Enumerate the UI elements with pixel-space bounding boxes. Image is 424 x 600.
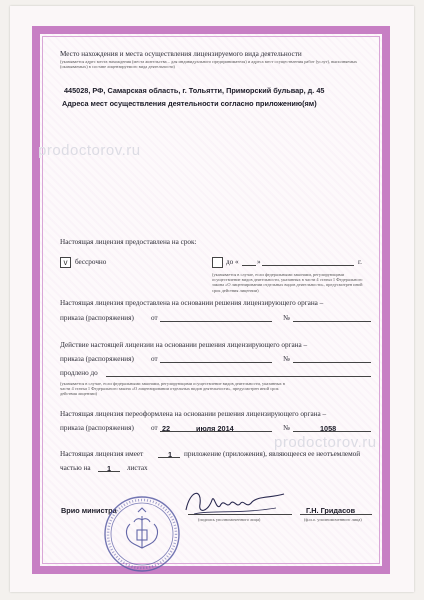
signatory-position: Врио министра (61, 506, 117, 515)
watermark-bottom: prodoctorov.ru (274, 434, 377, 451)
validity-extended: продлено до (60, 369, 98, 377)
validity-date-line (160, 362, 272, 363)
official-seal (102, 494, 182, 574)
reissue-number-sign: № (283, 424, 290, 432)
decision-number-line (293, 321, 371, 322)
decision-basis: Настоящая лицензия предоставлена на основании решения лицензирующего органа – (60, 299, 324, 307)
appendix-count-line (158, 457, 180, 458)
watermark-top: prodoctorov.ru (38, 142, 141, 159)
validity-order-label: приказа (распоряжения) (60, 355, 134, 363)
appendix-text-before: Настоящая лицензия имеет (60, 450, 144, 458)
license-sheet (10, 6, 414, 592)
until-checkbox[interactable] (212, 257, 223, 268)
until-month-line (262, 265, 354, 266)
appendix-text-after: приложение (приложения), являющееся ее неотъемлемой (184, 450, 361, 458)
reissue-day: 22 (162, 424, 171, 433)
decision-from: от (151, 314, 158, 322)
until-mid: » (257, 258, 261, 266)
validity-extended-line (106, 376, 371, 377)
reissue-date-line (160, 431, 272, 432)
appendix-sheets-label: листах (127, 464, 148, 472)
validity-number-line (293, 362, 371, 363)
reissue-text: Настоящая лицензия переоформлена на основании решения лицензирующего органа – (60, 410, 327, 418)
signature-caption: (подпись уполномоченного лица) (198, 517, 261, 522)
address-line-1: 445028, РФ, Самарская область, г. Тольятти, Приморский бульвар, д. 45 (64, 86, 325, 95)
reissue-from: от (151, 424, 158, 432)
validity-number-sign: № (283, 355, 290, 363)
validity-from: от (151, 355, 158, 363)
header-title: Место нахождения и места осуществления лицензируемого вида деятельности (60, 50, 302, 58)
reissue-order-label: приказа (распоряжения) (60, 424, 134, 432)
reissue-number-line (293, 431, 371, 432)
handwritten-signature (180, 484, 290, 520)
decision-order-label: приказа (распоряжения) (60, 314, 134, 322)
address-line-2: Адреса мест осуществления деятельности согласно приложению(ям) (62, 99, 317, 108)
decision-number-sign: № (283, 314, 290, 322)
indefinite-label: бессрочно (75, 258, 107, 266)
header-subtitle: (указывается адрес места нахождения (места жительства – для индивидуального предпринимателя) и адреса мест осуществления работ (услуг), выполняемых (оказываемых) в составе лицензируемого вида деятельности) (60, 59, 358, 70)
until-year-suffix: г. (358, 258, 362, 266)
until-day-line (242, 265, 256, 266)
indefinite-checkbox[interactable]: v (60, 257, 71, 268)
appendix-sheets-count: 1 (107, 464, 112, 473)
appendix-count: 1 (168, 450, 173, 459)
appendix-part-text: частью на (60, 464, 91, 472)
reissue-month-year: июля 2014 (196, 424, 234, 433)
appendix-sheets-line (98, 471, 120, 472)
name-line (300, 514, 372, 515)
reissue-number: 1058 (320, 424, 337, 433)
validity-note: (указывается в случае, если федеральными законами, регулирующими осуществление видов деятельности, указанных в части 4 статьи 1 Федерального закона «О лицензировании отдельных видов деятельности», предусмотрен иной срок действия лицензии) (60, 381, 285, 397)
term-note: (указывается в случае, если федеральными законами, регулирующими осуществление видов деятельности, указанных в части 4 статьи 1 Федерального закона «О лицензировании отдельных видов деятельности», предусмотрен иной срок действия лицензии) (212, 272, 363, 293)
validity-text: Действие настоящей лицензии на основании решения лицензирующего органа – (60, 341, 308, 349)
signatory-name: Г.Н. Гридасов (306, 506, 356, 515)
until-prefix: до « (226, 258, 239, 266)
decision-date-line (160, 321, 272, 322)
name-caption: (ф.и.о. уполномоченного лица) (304, 517, 362, 522)
term-label: Настоящая лицензия предоставлена на срок: (60, 238, 197, 246)
